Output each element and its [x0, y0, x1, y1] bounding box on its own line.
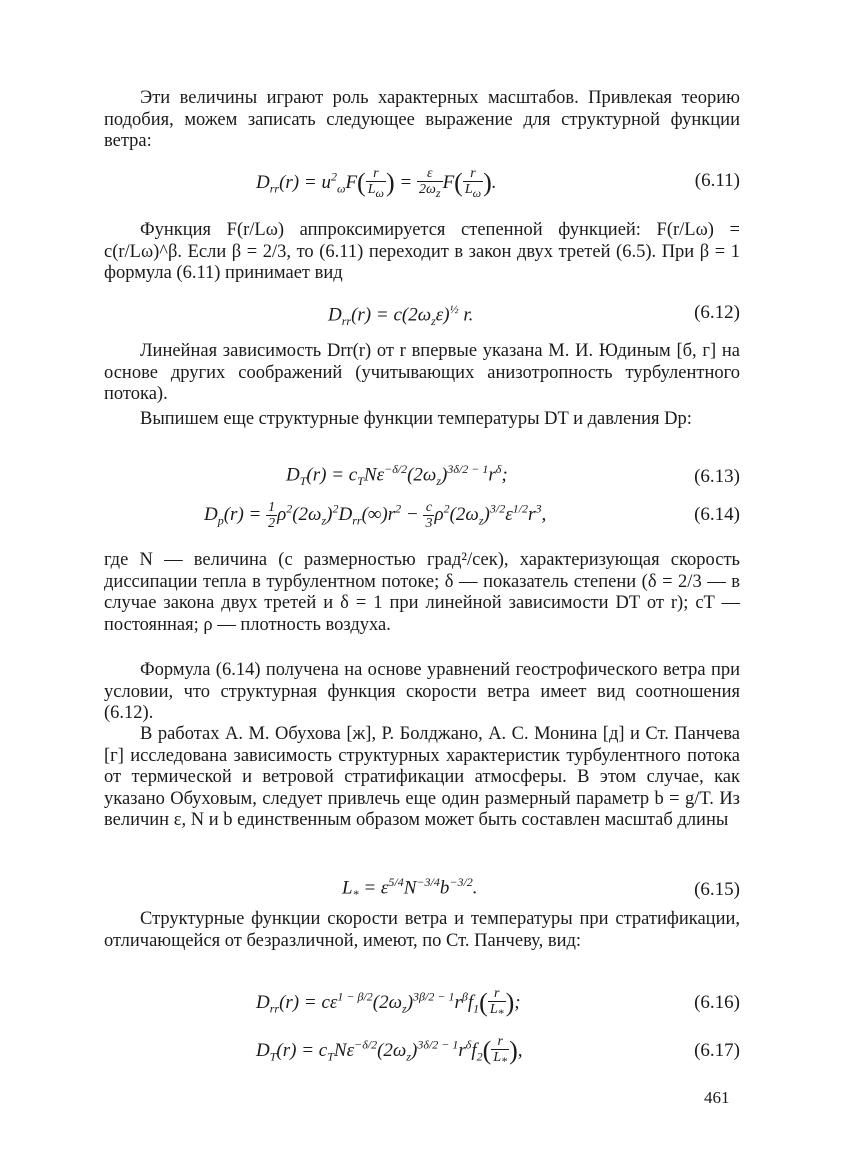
paragraph-2: Функция F(r/Lω) аппроксимируется степенной функцией: F(r/Lω) = c(r/Lω)^β. Если β = 2/3, то (6.11) переходит в закон двух третей (6.5). При β = 1 формула (6.11) принимает вид [104, 220, 740, 283]
equation-number: (6.12) [694, 302, 740, 323]
paragraph-6: Формула (6.14) получена на основе уравнений геострофического ветра при условии, что структурная функция скорости ветра имеет вид соотношения (6.12). [104, 660, 740, 723]
paragraph-7: В работах А. М. Обухова [ж], Р. Болджано, А. С. Монина [д] и Ст. Панчева [г] исследована зависимость структурных характеристик турбулентного потока от термической и ветровой стратификации атмосферы. В этом случае, как указано Обуховым, следует привлечь еще один размерный параметр b = g/T. Из величин ε, N и b единственным образом может быть составлен масштаб длины [104, 724, 740, 830]
paragraph-7-block [104, 724, 740, 832]
paragraph-8: Структурные функции скорости ветра и температуры при стратификации, отличающейся от безразличной, имеют, по Ст. Панчеву, вид: [104, 909, 740, 951]
equation-number: (6.16) [694, 992, 740, 1013]
equation-6-15-formula: $L_* = \varepsilon^{5/4}N^{-3/4}b^{-3/2}$. [342, 875, 478, 902]
equation-6-13 [104, 456, 740, 490]
paragraph-3-block [104, 341, 740, 406]
equation-number: (6.14) [694, 504, 740, 525]
paragraph-1: Эти величины играют роль характерных масштабов. Привлекая теорию подобия, можем записать следующее выражение для структурной функции ветра: [104, 88, 740, 151]
equation-6-12-formula: $D_{rr}(r) = c(2\omega_z\varepsilon)^{\frac{1}{2}}$ r. [328, 302, 474, 329]
equation-6-14 [104, 496, 740, 530]
paragraph-1-block [104, 88, 740, 153]
equation-6-17 [104, 1030, 740, 1068]
equation-6-12 [104, 300, 740, 334]
equation-6-16-formula: $D_{rr}(r) = c\varepsilon^{1 - \beta/2}(2\omega_z)^{3\beta/2 - 1}r^\beta f_1$( $\frac{r}{L_*}$ ); [256, 986, 521, 1020]
paragraph-8-block [104, 909, 740, 952]
equation-number: (6.13) [694, 466, 740, 487]
paragraph-5-block [104, 550, 740, 636]
equation-number: (6.15) [694, 879, 740, 900]
equation-6-11-formula: $D_{rr}(r) = u^2_\omega F$( $\frac{r}{L_\omega}$ ) = $\frac{\varepsilon}{2\omega_z}$ F( $\frac{r}{L_\omega}$ ). [256, 166, 497, 200]
equation-6-11 [104, 162, 740, 200]
page-number: 461 [704, 1088, 730, 1107]
equation-number: (6.11) [694, 170, 740, 191]
paragraph-5: где N — величина (с размерностью град²/сек), характеризующая скорость диссипации тепла в турбулентном потоке; δ — показатель степени (δ = 2/3 — в случае закона двух третей и δ = 1 при линейной зависимости DT от r); cT — постоянная; ρ — плотность воздуха. [104, 550, 740, 635]
equation-6-14-formula: $D_p(r)$ = $\frac{1}{2}$ $\rho^2(2\omega_z)^2D_{rr}(\infty)r^2$ − $\frac{c}{3}$ $\rho^2(2\omega_z)^{3/2}\varepsilon^{1/2}r^3$, [204, 500, 547, 531]
equation-6-17-formula: $D_T(r) = c_TN\varepsilon^{-\delta/2}(2\omega_z)^{3\delta/2 - 1}r^\delta f_2$( $\frac{r}{L_*}$ ), [256, 1034, 523, 1068]
equation-6-16 [104, 982, 740, 1020]
paragraph-6-block [104, 660, 740, 725]
paragraph-4-block [104, 409, 740, 431]
equation-6-15 [104, 873, 740, 907]
equation-number: (6.17) [694, 1040, 740, 1061]
paragraph-2-block [104, 220, 740, 285]
equation-6-13-formula: $D_T(r) = c_TN\varepsilon^{-\delta/2}(2\omega_z)^{3\delta/2 - 1}r^\delta$; [286, 462, 508, 489]
paragraph-3: Линейная зависимость Drr(r) от r впервые указана М. И. Юдиным [б, г] на основе других соображений (учитывающих анизотропность турбулентного потока). [104, 341, 740, 404]
paragraph-4: Выпишем еще структурные функции температуры DT и давления Dp: [140, 409, 692, 429]
